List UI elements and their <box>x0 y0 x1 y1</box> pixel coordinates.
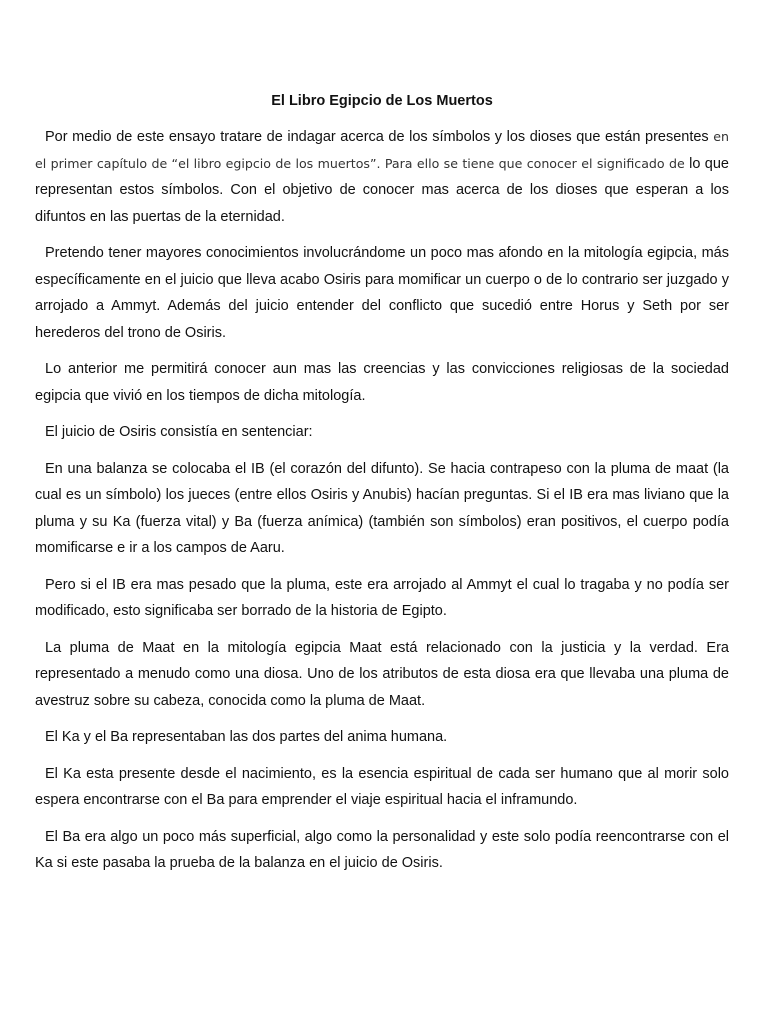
paragraph-intro-line-2: en el primer capítulo de “el libro egipcio de los muertos”. Para ello se tiene que conocer el significado de <box>35 129 729 171</box>
document-page <box>35 92 729 887</box>
paragraph-lo-anterior: Lo anterior me permitirá conocer aun mas las creencias y las convicciones religiosas de la sociedad egipcia que vivió en los tiempos de dicha mitología. <box>35 361 729 404</box>
paragraph-ka-ba: El Ka y el Ba representaban las dos partes del anima humana. <box>45 729 448 745</box>
paragraph-pesado: Pero si el IB era mas pesado que la pluma, este era arrojado al Ammyt el cual lo tragaba y no podía ser modificado, esto significaba ser borrado de la historia de Egipto. <box>35 576 729 619</box>
paragraph-intro <box>35 124 729 230</box>
paragraph-pretendo: Pretendo tener mayores conocimientos involucrándome un poco mas afondo en la mitología egipcia, más específicamente en el juicio que lleva acabo Osiris para momificar un cuerpo o de lo contrario ser juzgado y arrojado a Ammyt. Además del juicio entender del conflicto que sucedió entre Horus y Seth por ser herederos del trono de Osiris. <box>35 245 729 341</box>
paragraph-juicio-intro: El juicio de Osiris consistía en sentenciar: <box>45 424 313 440</box>
paragraph-intro-rest: lo que representan estos símbolos. Con el objetivo de conocer mas acerca de los dioses que esperan a los difuntos en las puertas de la eternidad. <box>35 155 729 225</box>
paragraph-balanza: En una balanza se colocaba el IB (el corazón del difunto). Se hacia contrapeso con la pluma de maat (la cual es un símbolo) los jueces (entre ellos Osiris y Anubis) hacían preguntas. Si el IB era mas liviano que la pluma y su Ka (fuerza vital) y Ba (fuerza anímica) (también son símbolos) eran positivos, el cuerpo podía momificarse e ir a los campos de Aaru. <box>35 460 729 556</box>
document-title: El Libro Egipcio de Los Muertos <box>271 93 493 109</box>
paragraph-pluma-maat: La pluma de Maat en la mitología egipcia Maat está relacionado con la justicia y la verdad. Era representado a menudo como una diosa. Uno de los atributos de esta diosa era que llevaba una pluma de avestruz sobre su cabeza, conocida como la pluma de Maat. <box>35 639 729 709</box>
paragraph-intro-line-1: Por medio de este ensayo tratare de indagar acerca de los símbolos y los dioses que están presentes <box>45 129 709 145</box>
paragraph-ka: El Ka esta presente desde el nacimiento, es la esencia espiritual de cada ser humano que al morir solo espera encontrarse con el Ba para emprender el viaje espiritual hacia el inframundo. <box>35 765 729 808</box>
paragraph-ba: El Ba era algo un poco más superficial, algo como la personalidad y este solo podía reencontrarse con el Ka si este pasaba la prueba de la balanza en el juicio de Osiris. <box>35 828 729 871</box>
